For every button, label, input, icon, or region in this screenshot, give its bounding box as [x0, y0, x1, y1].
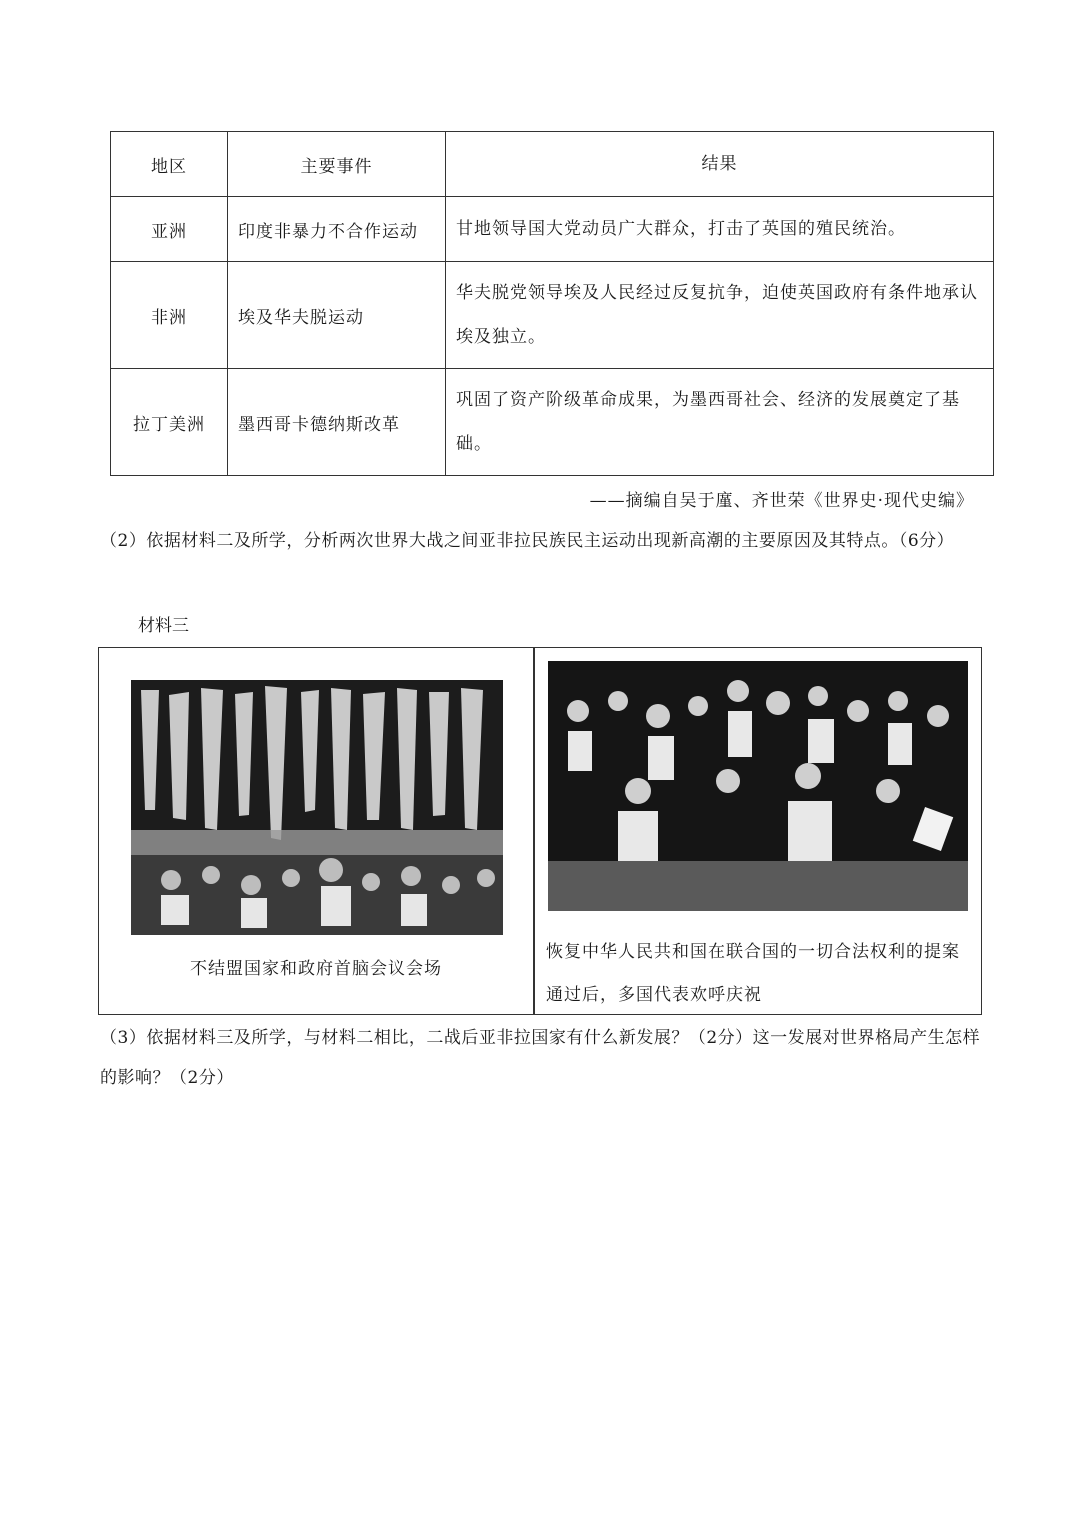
- material-3-label: 材料三: [138, 616, 189, 636]
- header-region: 地区: [111, 132, 228, 197]
- row-result: 华夫脱党领导埃及人民经过反复抗争，迫使英国政府有条件地承认埃及独立。: [446, 262, 994, 369]
- question-2: （2）依据材料二及所学，分析两次世界大战之间亚非拉民族民主运动出现新高潮的主要原因及其特点。（6分）: [100, 531, 955, 551]
- left-photo-caption: 不结盟国家和政府首脑会议会场: [190, 959, 442, 979]
- non-aligned-summit-photo: [131, 680, 503, 935]
- table-header-row: [111, 132, 994, 197]
- source-citation: ——摘编自吴于廑、齐世荣《世界史·现代史编》: [589, 491, 974, 511]
- question-3: （3）依据材料三及所学，与材料二相比，二战后亚非拉国家有什么新发展？（2分）这一发展对世界格局产生怎样的影响？（2分）: [100, 1028, 981, 1088]
- row-region: 亚洲: [111, 197, 228, 262]
- material-3-frame: [98, 647, 982, 1015]
- un-celebration-photo: [548, 661, 968, 911]
- table-row: [111, 262, 994, 369]
- row-region: 拉丁美洲: [111, 369, 228, 476]
- row-event: 印度非暴力不合作运动: [228, 197, 446, 262]
- right-photo-caption: 恢复中华人民共和国在联合国的一切合法权利的提案通过后，多国代表欢呼庆祝: [546, 942, 960, 1005]
- header-event: 主要事件: [228, 132, 446, 197]
- row-result: 巩固了资产阶级革命成果，为墨西哥社会、经济的发展奠定了基础。: [446, 369, 994, 476]
- header-result: 结果: [446, 132, 994, 197]
- table-row: [111, 197, 994, 262]
- table-row: [111, 369, 994, 476]
- row-event: 墨西哥卡德纳斯改革: [228, 369, 446, 476]
- row-event: 埃及华夫脱运动: [228, 262, 446, 369]
- events-table: [110, 131, 994, 476]
- row-result: 甘地领导国大党动员广大群众，打击了英国的殖民统治。: [446, 197, 994, 262]
- frame-divider: [533, 648, 535, 1014]
- row-region: 非洲: [111, 262, 228, 369]
